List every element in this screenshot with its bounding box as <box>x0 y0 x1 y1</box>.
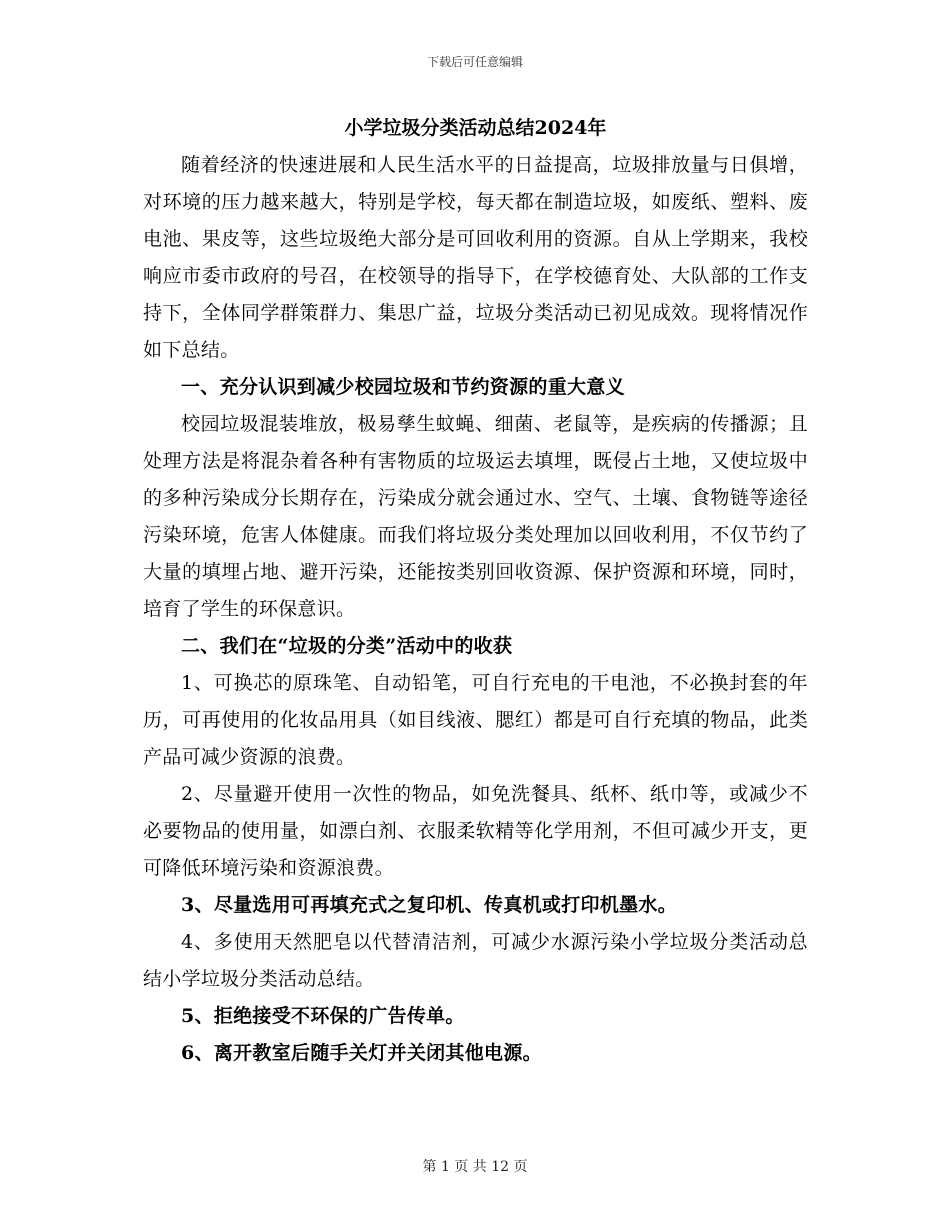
list-item-1: 1、可换芯的原珠笔、自动铅笔，可自行充电的干电池，不必换封套的年历，可再使用的化妆品用具（如目线液、腮红）都是可自行充填的物品，此类产品可减少资源的浪费。 <box>143 672 808 768</box>
list-item-6: 6、离开教室后随手关灯并关闭其他电源。 <box>181 1042 542 1064</box>
list-item-2: 2、尽量避开使用一次性的物品，如免洗餐具、纸杯、纸巾等，或减少不必要物品的使用量，如漂白剂、衣服柔软精等化学用剂，不但可减少开支，更可降低环境污染和资源浪费。 <box>143 783 808 879</box>
document-title: 小学垃圾分类活动总结2024年 <box>344 117 607 139</box>
document-body <box>143 110 808 1072</box>
page-footer-number: 第 1 页 共 12 页 <box>422 1159 528 1175</box>
section-heading-2: 二、我们在“垃圾的分类”活动中的收获 <box>181 635 513 657</box>
page-header-note: 下载后可任意编辑 <box>426 55 523 69</box>
list-item-4: 4、多使用天然肥皂以代替清洁剂，可减少水源污染小学垃圾分类活动总结小学垃圾分类活动总结。 <box>143 931 808 990</box>
paragraph-significance: 校园垃圾混装堆放，极易孳生蚊蝇、细菌、老鼠等，是疾病的传播源；且处理方法是将混杂着各种有害物质的垃圾运去填埋，既侵占土地，又使垃圾中的多种污染成分长期存在，污染成分就会通过水、空气、土壤、食物链等途径污染环境，危害人体健康。而我们将垃圾分类处理加以回收利用，不仅节约了大量的填埋占地、避开污染，还能按类别回收资源、保护资源和环境，同时，培育了学生的环保意识。 <box>143 413 808 620</box>
list-item-5: 5、拒绝接受不环保的广告传单。 <box>181 1005 465 1027</box>
paragraph-intro: 随着经济的快速进展和人民生活水平的日益提高，垃圾排放量与日俱增，对环境的压力越来越大，特别是学校，每天都在制造垃圾，如废纸、塑料、废电池、果皮等，这些垃圾绝大部分是可回收利用的资源。自从上学期来，我校响应市委市政府的号召，在校领导的指导下，在学校德育处、大队部的工作支持下，全体同学群策群力、集思广益，垃圾分类活动已初见成效。现将情况作如下总结。 <box>143 154 808 361</box>
list-item-3: 3、尽量选用可再填充式之复印机、传真机或打印机墨水。 <box>181 894 678 916</box>
section-heading-1: 一、充分认识到减少校园垃圾和节约资源的重大意义 <box>181 376 625 398</box>
